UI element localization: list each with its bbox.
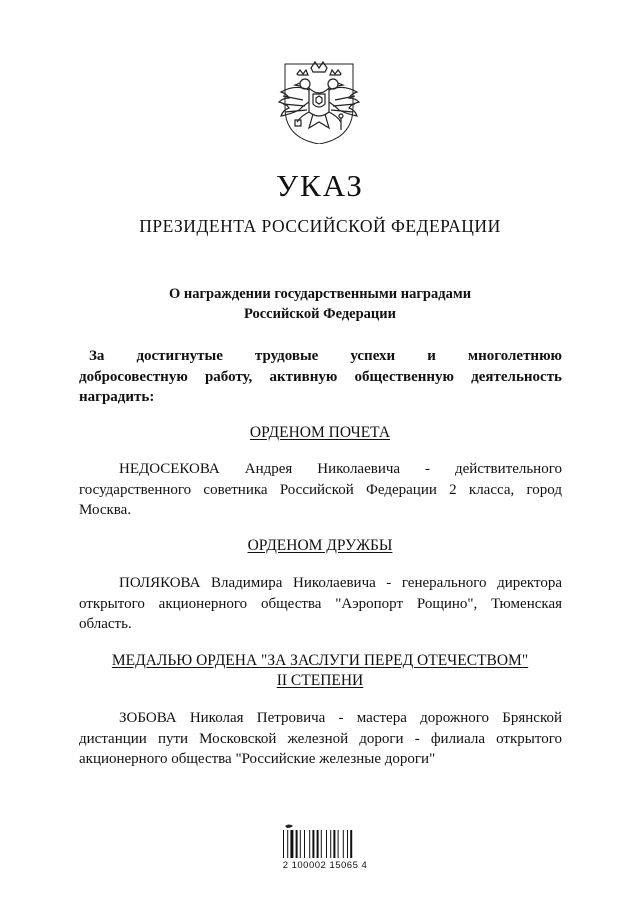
preamble-line: За достигнутые трудовые успехи и многолетнюю <box>89 348 562 364</box>
decree-subject-line: О награждении государственными наградами <box>168 286 472 302</box>
award-recipient-paragraph <box>79 708 562 770</box>
recipient-line: область. <box>79 616 132 632</box>
award-heading <box>0 536 640 556</box>
award-heading <box>0 651 640 691</box>
recipient-line: открытого акционерного общества "Аэропорт Рощино", Тюменская <box>79 595 562 612</box>
preamble-line: наградить: <box>79 389 155 405</box>
award-name: МЕДАЛЬЮ ОРДЕНА "ЗА ЗАСЛУГИ ПЕРЕД ОТЕЧЕСТВОМ" <box>111 652 529 669</box>
decree-subtitle: ПРЕЗИДЕНТА РОССИЙСКОЙ ФЕДЕРАЦИИ <box>139 216 501 236</box>
decree-title: УКАЗ <box>276 168 364 203</box>
preamble-paragraph <box>79 346 562 408</box>
recipient-line: дистанции пути Московской железной дороги - филиала открытого <box>79 730 562 747</box>
recipient-line: НЕДОСЕКОВА Андрея Николаевича - действительного <box>119 461 562 477</box>
recipient-line: государственного советника Российской Федерации 2 класса, город <box>79 481 562 498</box>
recipient-line: акционерного общества "Российские железные дороги" <box>79 751 436 767</box>
barcode-icon <box>281 822 361 880</box>
decree-subject-line: Российской Федерации <box>243 306 396 322</box>
award-recipient-paragraph <box>79 573 562 635</box>
recipient-line: ЗОБОВА Николая Петровича - мастера дорожного Брянской <box>119 710 562 726</box>
award-recipient-paragraph <box>79 459 562 521</box>
award-name: II СТЕПЕНИ <box>276 672 364 689</box>
coat-of-arms-icon <box>271 56 367 144</box>
award-heading <box>0 423 640 443</box>
barcode-number: 2 100002 15065 4 <box>282 860 368 871</box>
award-name: ОРДЕНОМ ДРУЖБЫ <box>247 537 393 554</box>
decree-subject <box>0 284 640 324</box>
award-name: ОРДЕНОМ ПОЧЕТА <box>249 424 391 441</box>
recipient-line: Москва. <box>79 502 132 518</box>
preamble-line: добросовестную работу, активную общественную деятельность <box>79 368 562 385</box>
recipient-line: ПОЛЯКОВА Владимира Николаевича - генерального директора <box>119 575 562 591</box>
